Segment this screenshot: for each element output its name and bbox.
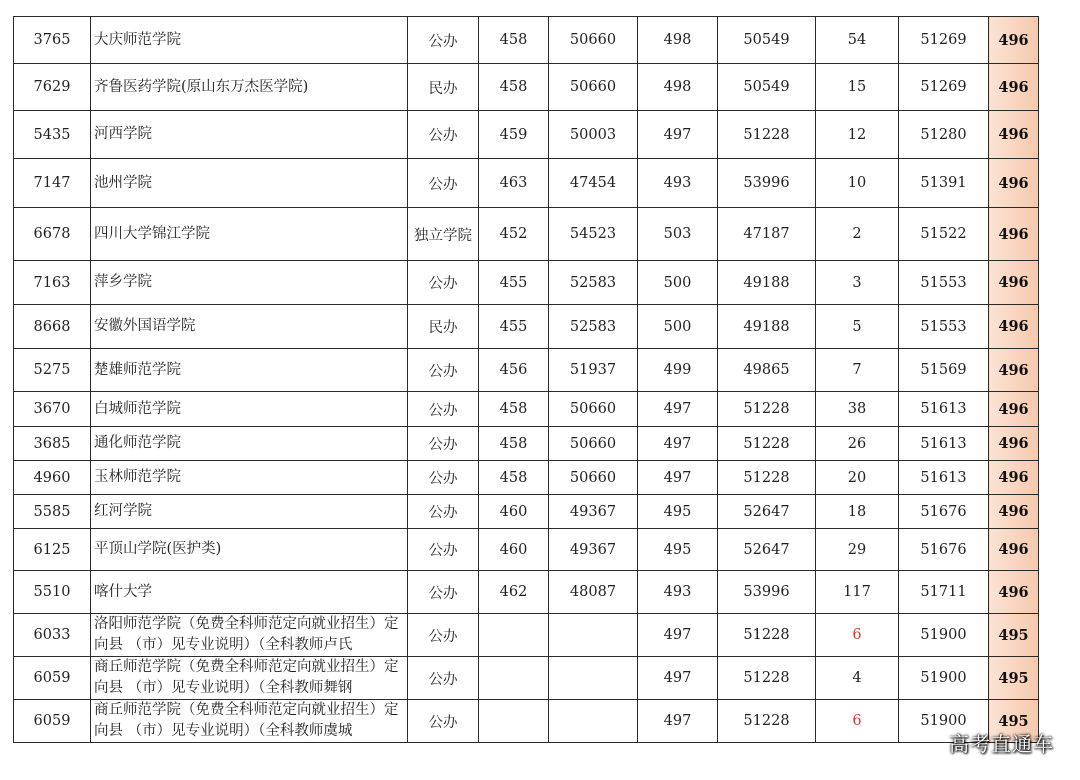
school-name-cell: 平顶山学院(医护类) <box>91 529 408 571</box>
school-name-cell: 河西学院 <box>91 111 408 159</box>
table-row <box>14 305 1039 349</box>
table-row <box>14 614 1039 657</box>
school-type-cell: 公办 <box>408 461 479 495</box>
school-name-cell: 玉林师范学院 <box>91 461 408 495</box>
max-score-cell: 495 <box>638 529 718 571</box>
min-score-cell: 455 <box>479 261 549 305</box>
rank-cell: 51569 <box>899 349 989 392</box>
max-score-cell: 497 <box>638 614 718 657</box>
min-score-cell: 463 <box>479 159 549 208</box>
school-code-cell: 5510 <box>14 571 91 614</box>
min-score-cell <box>479 700 549 743</box>
min-score-cell: 459 <box>479 111 549 159</box>
rank-cell: 51613 <box>899 392 989 427</box>
school-code-cell: 3765 <box>14 17 91 64</box>
school-type-cell: 公办 <box>408 495 479 529</box>
table-row <box>14 261 1039 305</box>
admission-score-table <box>13 16 1039 743</box>
rank-cell: 51280 <box>899 111 989 159</box>
max-rank-cell: 51228 <box>718 111 816 159</box>
score-cell: 496 <box>989 159 1039 208</box>
school-type-cell: 民办 <box>408 64 479 111</box>
rank-cell: 51676 <box>899 495 989 529</box>
score-cell: 496 <box>989 495 1039 529</box>
max-score-cell: 497 <box>638 700 718 743</box>
table-row <box>14 700 1039 743</box>
rank-cell: 51613 <box>899 461 989 495</box>
score-cell: 495 <box>989 700 1039 743</box>
score-cell: 496 <box>989 261 1039 305</box>
max-score-cell: 497 <box>638 111 718 159</box>
school-name-cell: 通化师范学院 <box>91 427 408 461</box>
max-rank-cell: 53996 <box>718 571 816 614</box>
max-score-cell: 500 <box>638 261 718 305</box>
school-code-cell: 7147 <box>14 159 91 208</box>
table-row <box>14 159 1039 208</box>
plan-count-cell: 3 <box>816 261 899 305</box>
max-score-cell: 493 <box>638 159 718 208</box>
school-name-cell: 商丘师范学院（免费全科师范定向就业招生）定向县 （市）见专业说明）（全科教师舞钢 <box>91 657 408 700</box>
table-row <box>14 392 1039 427</box>
min-rank-cell <box>549 700 638 743</box>
rank-cell: 51900 <box>899 657 989 700</box>
table-row <box>14 461 1039 495</box>
school-code-cell: 3685 <box>14 427 91 461</box>
plan-count-cell: 54 <box>816 17 899 64</box>
plan-count-cell: 29 <box>816 529 899 571</box>
max-rank-cell: 51228 <box>718 657 816 700</box>
rank-cell: 51522 <box>899 208 989 261</box>
max-score-cell: 498 <box>638 64 718 111</box>
min-score-cell: 456 <box>479 349 549 392</box>
max-rank-cell: 49188 <box>718 261 816 305</box>
min-rank-cell: 52583 <box>549 261 638 305</box>
max-score-cell: 493 <box>638 571 718 614</box>
max-rank-cell: 49865 <box>718 349 816 392</box>
plan-count-cell: 26 <box>816 427 899 461</box>
max-score-cell: 499 <box>638 349 718 392</box>
min-score-cell: 458 <box>479 427 549 461</box>
max-rank-cell: 51228 <box>718 461 816 495</box>
max-rank-cell: 50549 <box>718 64 816 111</box>
table-body <box>14 17 1039 743</box>
rank-cell: 51676 <box>899 529 989 571</box>
school-type-cell: 公办 <box>408 614 479 657</box>
school-name-cell: 喀什大学 <box>91 571 408 614</box>
rank-cell: 51900 <box>899 700 989 743</box>
min-score-cell: 458 <box>479 64 549 111</box>
school-type-cell: 公办 <box>408 261 479 305</box>
max-score-cell: 497 <box>638 392 718 427</box>
min-rank-cell: 50660 <box>549 392 638 427</box>
min-rank-cell: 49367 <box>549 529 638 571</box>
table-row <box>14 208 1039 261</box>
school-name-cell: 洛阳师范学院（免费全科师范定向就业招生）定向县 （市）见专业说明）（全科教师卢氏 <box>91 614 408 657</box>
table-row <box>14 495 1039 529</box>
min-rank-cell: 47454 <box>549 159 638 208</box>
max-score-cell: 497 <box>638 461 718 495</box>
max-score-cell: 497 <box>638 657 718 700</box>
school-code-cell: 7629 <box>14 64 91 111</box>
plan-count-cell: 6 <box>816 700 899 743</box>
school-name-cell: 安徽外国语学院 <box>91 305 408 349</box>
min-rank-cell: 50660 <box>549 461 638 495</box>
school-name-cell: 齐鲁医药学院(原山东万杰医学院) <box>91 64 408 111</box>
min-rank-cell: 52583 <box>549 305 638 349</box>
plan-count-cell: 117 <box>816 571 899 614</box>
table-row <box>14 571 1039 614</box>
score-cell: 496 <box>989 529 1039 571</box>
school-type-cell: 公办 <box>408 17 479 64</box>
min-rank-cell: 49367 <box>549 495 638 529</box>
min-score-cell: 460 <box>479 495 549 529</box>
rank-cell: 51553 <box>899 305 989 349</box>
max-score-cell: 503 <box>638 208 718 261</box>
score-cell: 495 <box>989 657 1039 700</box>
min-score-cell: 452 <box>479 208 549 261</box>
table-row <box>14 529 1039 571</box>
min-score-cell: 462 <box>479 571 549 614</box>
plan-count-cell: 18 <box>816 495 899 529</box>
table-row <box>14 657 1039 700</box>
plan-count-cell: 4 <box>816 657 899 700</box>
min-rank-cell: 50660 <box>549 17 638 64</box>
min-score-cell <box>479 614 549 657</box>
score-cell: 496 <box>989 461 1039 495</box>
school-type-cell: 公办 <box>408 349 479 392</box>
school-type-cell: 公办 <box>408 159 479 208</box>
school-code-cell: 7163 <box>14 261 91 305</box>
table-row <box>14 349 1039 392</box>
min-score-cell: 458 <box>479 461 549 495</box>
max-rank-cell: 50549 <box>718 17 816 64</box>
rank-cell: 51391 <box>899 159 989 208</box>
max-rank-cell: 49188 <box>718 305 816 349</box>
plan-count-cell: 38 <box>816 392 899 427</box>
score-cell: 496 <box>989 392 1039 427</box>
rank-cell: 51269 <box>899 17 989 64</box>
rank-cell: 51553 <box>899 261 989 305</box>
max-rank-cell: 47187 <box>718 208 816 261</box>
max-score-cell: 498 <box>638 17 718 64</box>
max-rank-cell: 51228 <box>718 700 816 743</box>
school-name-cell: 池州学院 <box>91 159 408 208</box>
plan-count-cell: 6 <box>816 614 899 657</box>
max-rank-cell: 53996 <box>718 159 816 208</box>
min-rank-cell: 54523 <box>549 208 638 261</box>
school-type-cell: 公办 <box>408 529 479 571</box>
rank-cell: 51269 <box>899 64 989 111</box>
min-rank-cell: 50660 <box>549 427 638 461</box>
plan-count-cell: 15 <box>816 64 899 111</box>
school-type-cell: 公办 <box>408 427 479 461</box>
school-type-cell: 公办 <box>408 571 479 614</box>
school-code-cell: 6059 <box>14 700 91 743</box>
min-rank-cell: 50003 <box>549 111 638 159</box>
score-cell: 496 <box>989 64 1039 111</box>
school-name-cell: 白城师范学院 <box>91 392 408 427</box>
table-row <box>14 111 1039 159</box>
plan-count-cell: 7 <box>816 349 899 392</box>
score-cell: 496 <box>989 111 1039 159</box>
max-score-cell: 497 <box>638 427 718 461</box>
school-type-cell: 公办 <box>408 700 479 743</box>
min-rank-cell: 51937 <box>549 349 638 392</box>
plan-count-cell: 2 <box>816 208 899 261</box>
school-code-cell: 5275 <box>14 349 91 392</box>
table-row <box>14 427 1039 461</box>
score-cell: 495 <box>989 614 1039 657</box>
rank-cell: 51711 <box>899 571 989 614</box>
school-type-cell: 公办 <box>408 111 479 159</box>
school-code-cell: 3670 <box>14 392 91 427</box>
watermark-text: 高考直通车 <box>949 732 1054 756</box>
plan-count-cell: 5 <box>816 305 899 349</box>
school-name-cell: 大庆师范学院 <box>91 17 408 64</box>
school-type-cell: 公办 <box>408 657 479 700</box>
min-rank-cell <box>549 657 638 700</box>
min-rank-cell: 48087 <box>549 571 638 614</box>
score-cell: 496 <box>989 305 1039 349</box>
score-cell: 496 <box>989 571 1039 614</box>
min-score-cell: 460 <box>479 529 549 571</box>
min-rank-cell <box>549 614 638 657</box>
school-type-cell: 独立学院 <box>408 208 479 261</box>
max-score-cell: 495 <box>638 495 718 529</box>
school-code-cell: 6059 <box>14 657 91 700</box>
max-rank-cell: 51228 <box>718 614 816 657</box>
plan-count-cell: 12 <box>816 111 899 159</box>
school-code-cell: 5585 <box>14 495 91 529</box>
score-cell: 496 <box>989 208 1039 261</box>
rank-cell: 51900 <box>899 614 989 657</box>
plan-count-cell: 20 <box>816 461 899 495</box>
max-rank-cell: 52647 <box>718 495 816 529</box>
school-code-cell: 4960 <box>14 461 91 495</box>
min-score-cell: 458 <box>479 392 549 427</box>
school-type-cell: 公办 <box>408 392 479 427</box>
plan-count-cell: 10 <box>816 159 899 208</box>
min-rank-cell: 50660 <box>549 64 638 111</box>
rank-cell: 51613 <box>899 427 989 461</box>
max-rank-cell: 51228 <box>718 392 816 427</box>
school-type-cell: 民办 <box>408 305 479 349</box>
max-score-cell: 500 <box>638 305 718 349</box>
min-score-cell: 458 <box>479 17 549 64</box>
max-rank-cell: 51228 <box>718 427 816 461</box>
school-code-cell: 8668 <box>14 305 91 349</box>
min-score-cell <box>479 657 549 700</box>
school-code-cell: 6125 <box>14 529 91 571</box>
score-cell: 496 <box>989 17 1039 64</box>
school-name-cell: 商丘师范学院（免费全科师范定向就业招生）定向县 （市）见专业说明）（全科教师虞城 <box>91 700 408 743</box>
school-name-cell: 红河学院 <box>91 495 408 529</box>
score-cell: 496 <box>989 349 1039 392</box>
max-rank-cell: 52647 <box>718 529 816 571</box>
table-row <box>14 17 1039 64</box>
school-code-cell: 6678 <box>14 208 91 261</box>
table-row <box>14 64 1039 111</box>
school-name-cell: 萍乡学院 <box>91 261 408 305</box>
school-code-cell: 6033 <box>14 614 91 657</box>
school-name-cell: 四川大学锦江学院 <box>91 208 408 261</box>
min-score-cell: 455 <box>479 305 549 349</box>
school-code-cell: 5435 <box>14 111 91 159</box>
score-cell: 496 <box>989 427 1039 461</box>
school-name-cell: 楚雄师范学院 <box>91 349 408 392</box>
